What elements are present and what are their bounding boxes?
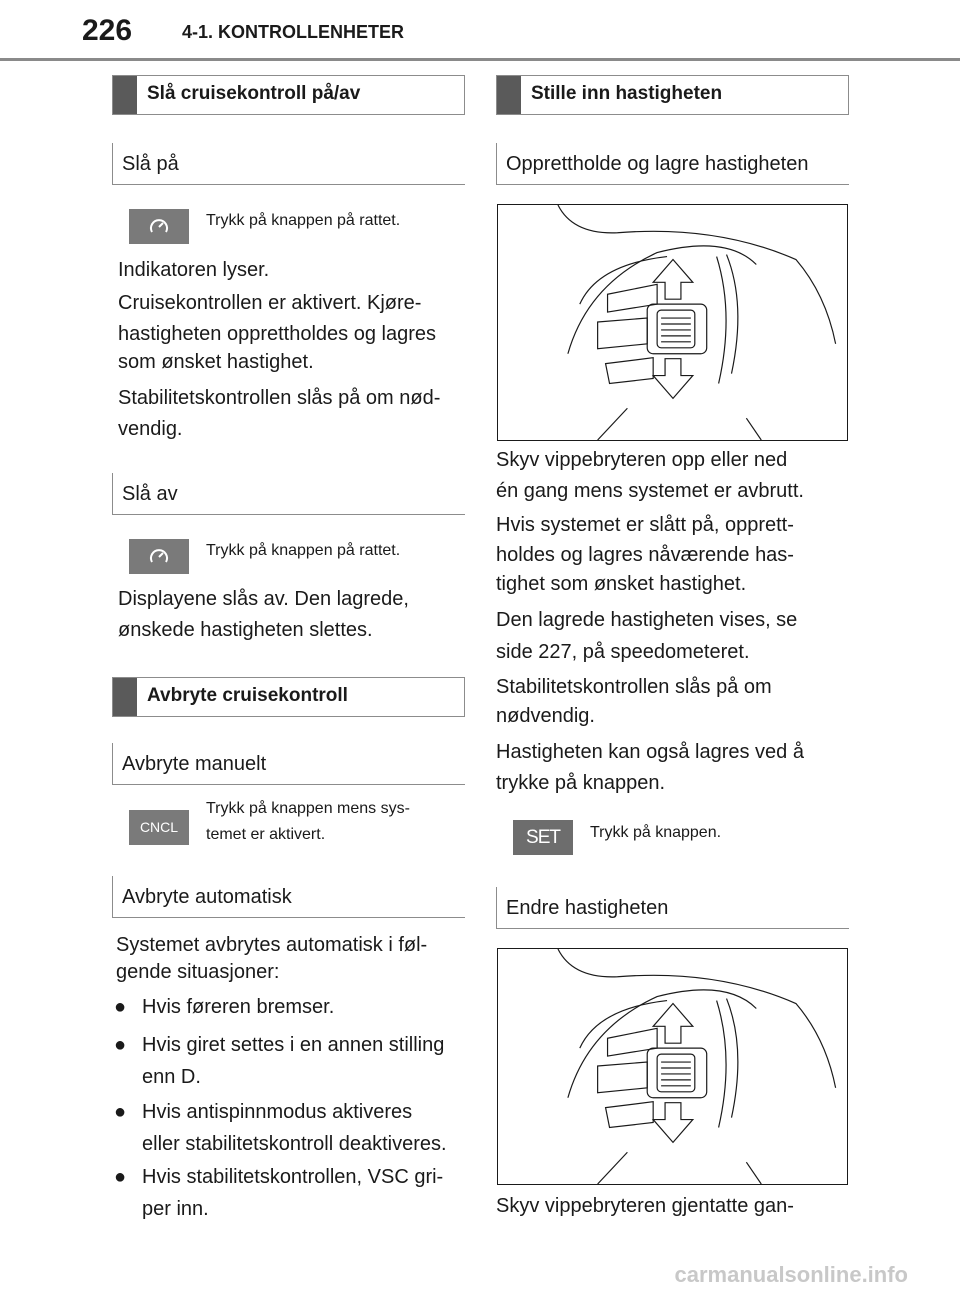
bullet-item: ● Hvis giret settes i en annen stilling enn D. [114, 1034, 445, 1088]
auto-intro-1: Systemet avbrytes automatisk i føl- [116, 934, 428, 956]
on-para-1: Indikatoren lyser. [118, 259, 270, 281]
section-heading-cancel: Avbryte cruisekontroll [112, 677, 465, 717]
on-para-6: vendig. [118, 418, 183, 440]
off-para-1: Displayene slås av. Den lagrede, [118, 588, 409, 610]
on-para-2: Cruisekontrollen er aktivert. Kjøre- [118, 292, 422, 314]
bullet-item: ● Hvis antispinnmodus aktiveres eller stabilitetskontroll deaktiveres. [114, 1101, 447, 1155]
steering-switch-figure-2 [497, 948, 848, 1185]
subheading-cancel-auto: Avbryte automatisk [112, 876, 465, 918]
off-button-caption: Trykk på knappen på rattet. [206, 542, 401, 559]
subheading-maintain-speed: Opprettholde og lagre hastigheten [496, 143, 849, 185]
bullet-item: ● Hvis føreren bremser. [114, 996, 335, 1018]
cruise-button-on [129, 209, 189, 244]
maintain-para-6: Den lagrede hastigheten vises, se [496, 609, 798, 631]
bullet-item: ● Hvis stabilitetskontrollen, VSC gri- per inn. [114, 1166, 444, 1220]
page-number: 226 [82, 14, 133, 47]
section-heading-set-speed: Stille inn hastigheten [496, 75, 849, 115]
section-title: 4-1. KONTROLLENHETER [182, 22, 405, 42]
cncl-caption-1: Trykk på knappen mens sys- [206, 800, 410, 817]
cruise-control-icon [129, 209, 189, 244]
steering-switch-figure-1 [497, 204, 848, 441]
maintain-para-3: Hvis systemet er slått på, opprett- [496, 514, 794, 536]
maintain-para-10: Hastigheten kan også lagres ved å [496, 741, 804, 763]
set-button: SET [513, 820, 573, 855]
subheading-turn-off: Slå av [112, 473, 465, 515]
header-rule [0, 58, 960, 61]
maintain-para-1: Skyv vippebryteren opp eller ned [496, 449, 788, 471]
cncl-button: CNCL [129, 810, 189, 845]
on-para-4: som ønsket hastighet. [118, 351, 314, 373]
steering-wheel-rocker-switch-icon [498, 205, 847, 440]
cncl-caption-2: temet er aktivert. [206, 826, 326, 843]
cruise-control-icon [129, 539, 189, 574]
on-para-3: hastigheten opprettholdes og lagres [118, 323, 437, 345]
maintain-para-9: nødvendig. [496, 705, 595, 727]
change-para-1: Skyv vippebryteren gjentatte gan- [496, 1195, 794, 1217]
on-button-caption: Trykk på knappen på rattet. [206, 212, 401, 229]
maintain-para-11: trykke på knappen. [496, 772, 665, 794]
auto-intro-2: gende situasjoner: [116, 961, 280, 983]
maintain-para-7: side 227, på speedometeret. [496, 641, 750, 663]
subheading-turn-on: Slå på [112, 143, 465, 185]
subheading-cancel-manual: Avbryte manuelt [112, 743, 465, 785]
set-caption: Trykk på knappen. [590, 824, 722, 841]
off-para-2: ønskede hastigheten slettes. [118, 619, 373, 641]
maintain-para-8: Stabilitetskontrollen slås på om [496, 676, 772, 698]
on-para-5: Stabilitetskontrollen slås på om nød- [118, 387, 441, 409]
steering-wheel-rocker-switch-icon [498, 949, 847, 1184]
section-heading-cruise-on-off: Slå cruisekontroll på/av [112, 75, 465, 115]
subheading-change-speed: Endre hastigheten [496, 887, 849, 929]
maintain-para-4: holdes og lagres nåværende has- [496, 544, 794, 566]
watermark: carmanualsonline.info [674, 1262, 908, 1287]
maintain-para-5: tighet som ønsket hastighet. [496, 573, 747, 595]
maintain-para-2: én gang mens systemet er avbrutt. [496, 480, 804, 502]
cruise-button-off [129, 539, 189, 574]
